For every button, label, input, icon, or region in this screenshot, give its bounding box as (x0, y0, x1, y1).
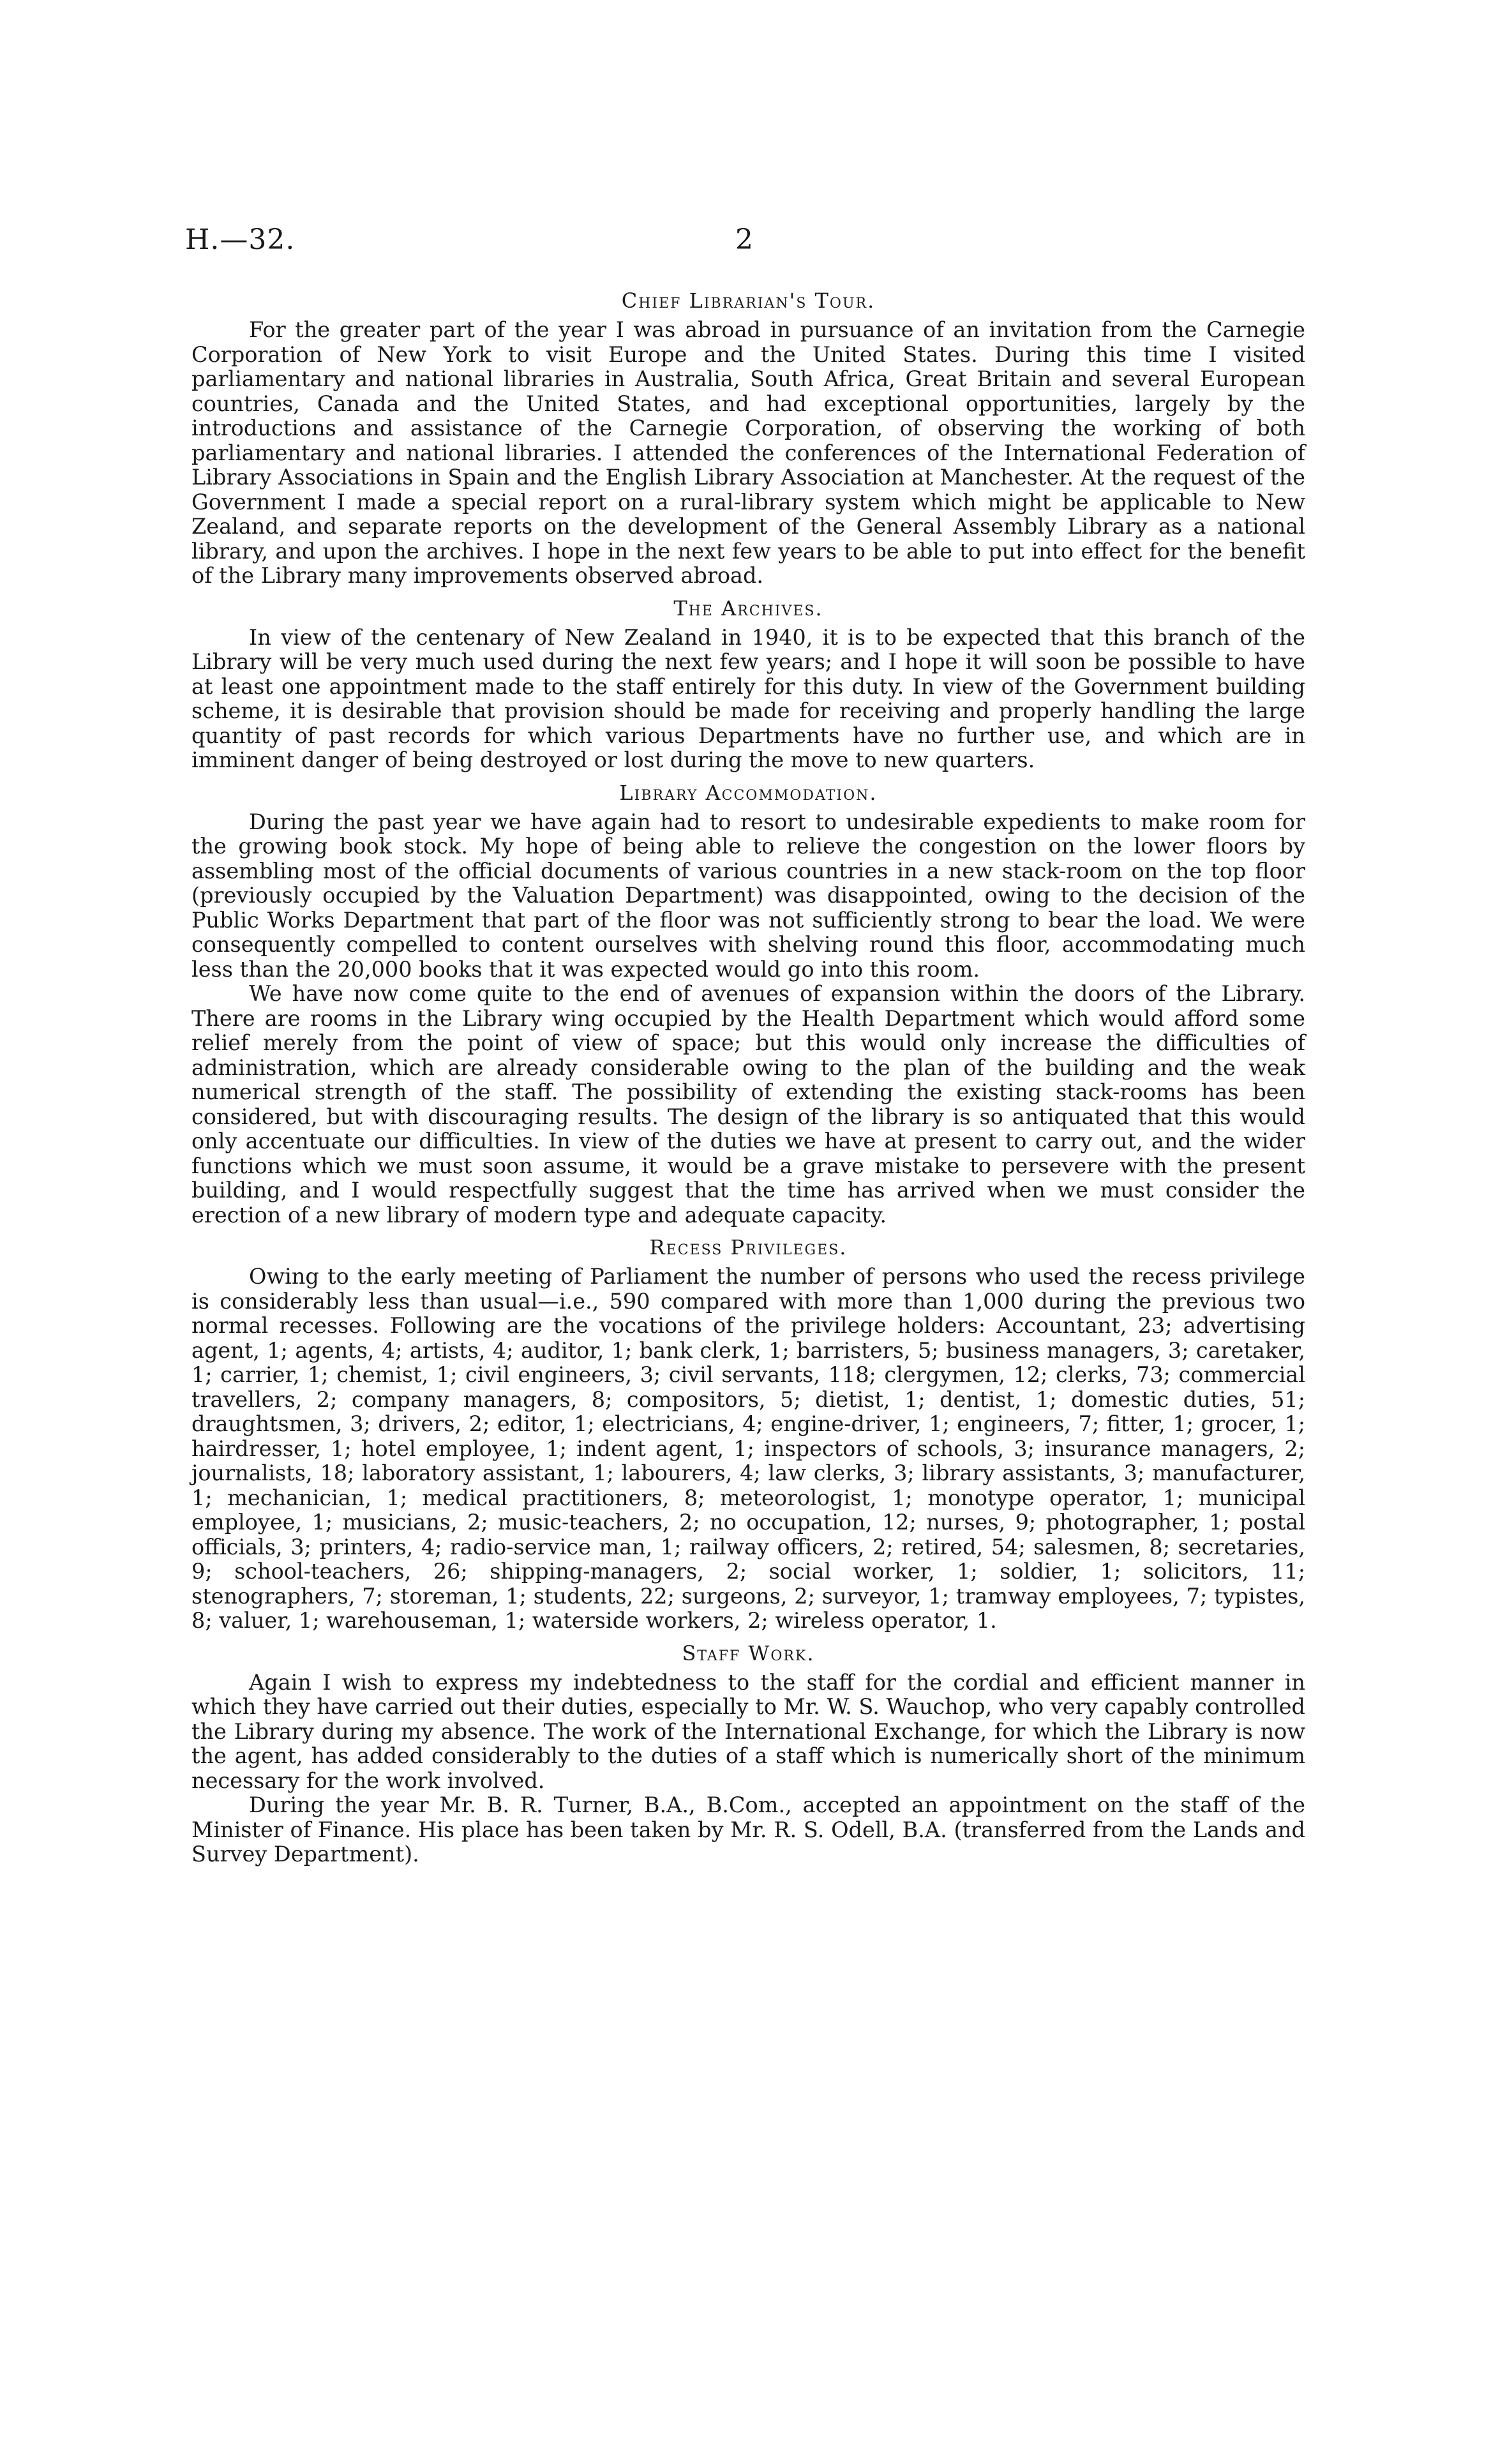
section-archives (191, 596, 1305, 773)
section-staff-work (191, 1641, 1305, 1867)
section-recess-privileges (191, 1235, 1305, 1634)
document-reference: H.—32. (185, 223, 296, 256)
section-chief-librarians-tour (191, 289, 1305, 589)
section-heading: Library Accommodation. (619, 780, 878, 805)
paragraph: During the past year we have again had to resort to undesirable expedients to make room for the growing book stock. My hope of being able to relieve the congestion on the lower floors by assembling most of the official documents of various countries in a new stack-room on the top floor (previously occupied by the Valuation Department) was disappointed, owing to the decision of the Public Works Department that part of the floor was not sufficiently strong to bear the load. We were consequently compelled to content ourselves with shelving round this floor, accommodating much less than the 20,000 books that it was expected would go into this room. (191, 809, 1305, 982)
paragraph: We have now come quite to the end of avenues of expansion within the doors of the Library. There are rooms in the Library wing occupied by the Health Department which would afford some relief merely from the point of view of space; but this would only increase the difficulties of administration, which are already considerable owing to the plan of the building and the weak numerical strength of the staff. The possibility of extending the existing stack-rooms has been considered, but with discouraging results. The design of the library is so antiquated that this would only accentuate our difficulties. In view of the duties we have at present to carry out, and the wider functions which we must soon assume, it would be a grave mistake to persevere with the present building, and I would respectfully suggest that the time has arrived when we must consider the erection of a new library of modern type and adequate capacity. (191, 981, 1305, 1228)
section-heading: The Archives. (673, 596, 823, 620)
page-number: 2 (735, 223, 753, 256)
paragraph: Owing to the early meeting of Parliament the number of persons who used the recess privilege is considerably less than usual—i.e., 590 compared with more than 1,000 during the previous two normal recesses. Following are the vocations of the privilege holders: Accountant, 23; advertising agent, 1; agents, 4; artists, 4; auditor, 1; bank clerk, 1; barristers, 5; business managers, 3; caretaker, 1; carrier, 1; chemist, 1; civil engineers, 3; civil servants, 118; clergymen, 12; clerks, 73; commercial travellers, 2; company managers, 8; compositors, 5; dietist, 1; dentist, 1; domestic duties, 51; draughtsmen, 3; drivers, 2; editor, 1; electricians, 4; engine-driver, 1; engineers, 7; fitter, 1; grocer, 1; hairdresser, 1; hotel employee, 1; indent agent, 1; inspectors of schools, 3; insurance managers, 2; journalists, 18; laboratory assistant, 1; labourers, 4; law clerks, 3; library assistants, 3; manufacturer, 1; mechanician, 1; medical practitioners, 8; meteorologist, 1; monotype operator, 1; municipal employee, 1; musicians, 2; music-teachers, 2; no occupation, 12; nurses, 9; photographer, 1; postal officials, 3; printers, 4; radio-service man, 1; railway officers, 2; retired, 54; salesmen, 8; secretaries, 9; school-teachers, 26; shipping-managers, 2; social worker, 1; soldier, 1; solicitors, 11; stenographers, 7; storeman, 1; students, 22; surgeons, 2; surveyor, 1; tramway employees, 7; typistes, 8; valuer, 1; warehouseman, 1; waterside workers, 2; wireless operator, 1. (191, 1264, 1305, 1633)
paragraph: In view of the centenary of New Zealand in 1940, it is to be expected that this branch of the Library will be very much used during the next few years; and I hope it will soon be possible to have at least one appointment made to the staff entirely for this duty. In view of the Government building scheme, it is desirable that provision should be made for receiving and properly handling the large quantity of past records for which various Departments have no further use, and which are in imminent danger of being destroyed or lost during the move to new quarters. (191, 624, 1305, 772)
section-heading: Recess Privileges. (649, 1235, 848, 1259)
paragraph: Again I wish to express my indebtedness to the staff for the cordial and efficient manner in which they have carried out their duties, especially to Mr. W. S. Wauchop, who very capably controlled the Library during my absence. The work of the International Exchange, for which the Library is now the agent, has added considerably to the duties of a staff which is numerically short of the minimum necessary for the work involved. (191, 1669, 1305, 1793)
section-heading: Staff Work. (682, 1641, 815, 1665)
document-body (191, 281, 1305, 1867)
paragraph: During the year Mr. B. R. Turner, B.A., B.Com., accepted an appointment on the staff of the Minister of Finance. His place has been taken by Mr. R. S. Odell, B.A. (transferred from the Lands and Survey Department). (191, 1792, 1305, 1867)
section-library-accommodation (191, 781, 1305, 1228)
paragraph: For the greater part of the year I was abroad in pursuance of an invitation from the Carnegie Corporation of New York to visit Europe and the United States. During this time I visited parliamentary and national libraries in Australia, South Africa, Great Britain and several European countries, Canada and the United States, and had exceptional opportunities, largely by the introductions and assistance of the Carnegie Corporation, of observing the working of both parliamentary and national libraries. I attended the conferences of the International Federation of Library Associations in Spain and the English Library Association at Manchester. At the request of the Government I made a special report on a rural-library system which might be applicable to New Zealand, and separate reports on the development of the General Assembly Library as a national library, and upon the archives. I hope in the next few years to be able to put into effect for the benefit of the Library many improvements observed abroad. (191, 317, 1305, 588)
section-heading: Chief Librarian's Tour. (621, 289, 876, 313)
